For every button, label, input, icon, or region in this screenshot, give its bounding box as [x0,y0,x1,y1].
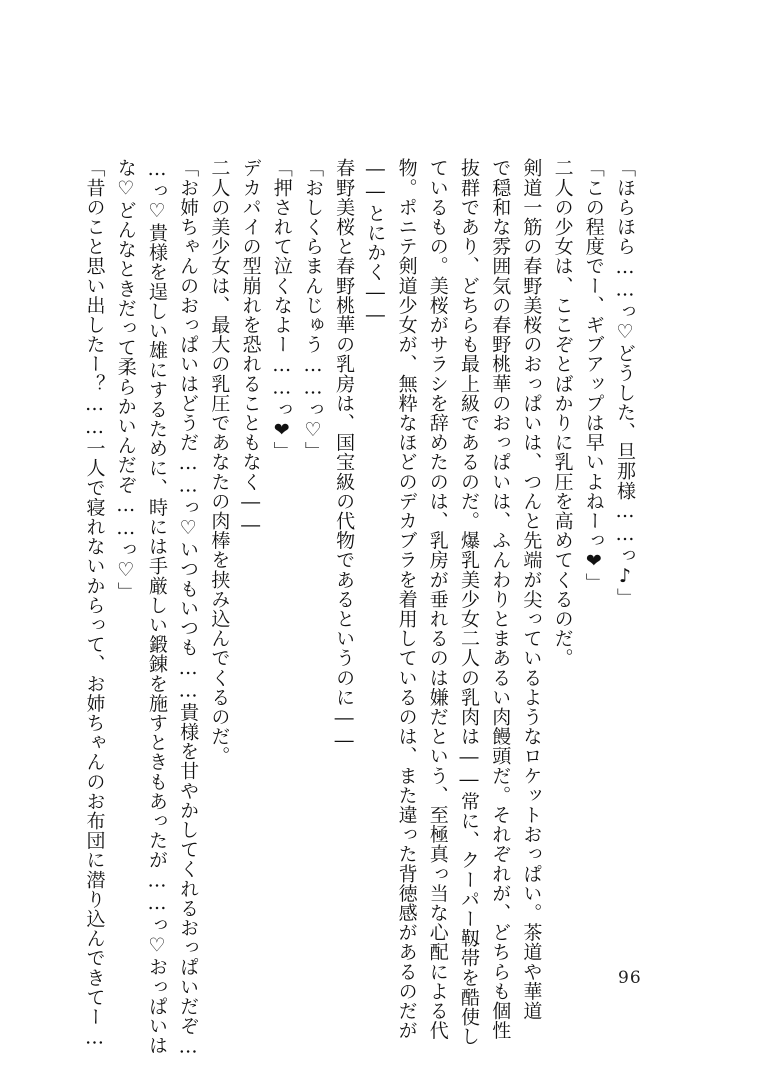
text-line-15: 「お姉ちゃんのおっぱいはどうだ……っ♡いつもいつも……貴様を甘やかしてくれるおっぱいだぞ… [177,158,200,1058]
text-line-14: 二人の美少女は、最大の乳圧であなたの肉棒を挟み込んでくるのだ。 [208,158,231,766]
text-line-3: 二人の少女は、ここぞとばかりに乳圧を高めてくるのだ。 [551,158,574,668]
text-line-11: 「おしくらまんじゅう……っ♡」 [301,158,324,461]
text-line-5: で穏和な雰囲気の春野桃華のおっぱいは、ふんわりとまあるい肉饅頭だ。それぞれが、どちらも個性 [489,158,512,1040]
page-number: 96 [618,968,642,988]
text-line-17: な♡どんなときだって柔らかいんだぞ……っ♡」 [114,158,137,602]
text-line-10: 春野美桜と春野桃華の乳房は、国宝級の代物であるというのに―― [333,158,356,752]
text-line-9: ――とにかく―― [364,158,387,327]
text-line-18: 「昔のこと思い出したー？……一人で寝れないからって、お姉ちゃんのお布団に潜り込んできてー… [83,158,106,1049]
text-line-12: 「押されて泣くなよー……っ❤」 [270,158,293,461]
text-line-2: 「この程度でー、ギブアップは早いよねーっ❤」 [582,158,605,593]
text-line-8: 物。ポニテ剣道少女が、無粋なほどのデカブラを着用しているのは、また違った背徳感があるのだが [395,158,418,1040]
text-line-6: 抜群であり、どちらも最上級であるのだ。爆乳美少女二人の乳肉は――常に、クーパー靱帯を酷使し [457,158,480,1046]
text-line-13: デカパイの型崩れを恐れることもなく―― [239,158,262,537]
text-line-1: 「ほらほら……っ♡どうした、旦那様……っ♪」 [614,158,636,608]
text-line-16: …っ♡貴様を逞しい雄にするために、時には手厳しい鍛錬を施すときもあったが……っ♡おっぱいは [145,158,168,1055]
text-line-7: ているもの。美桜がサラシを辞めたのは、乳房が垂れるのは嫌だという、至極真っ当な心配による代 [426,158,449,1040]
text-line-4: 剣道一筋の春野美桜のおっぱいは、つんと先端が尖っているようなロケットおっぱい。茶道や華道 [520,158,543,1021]
